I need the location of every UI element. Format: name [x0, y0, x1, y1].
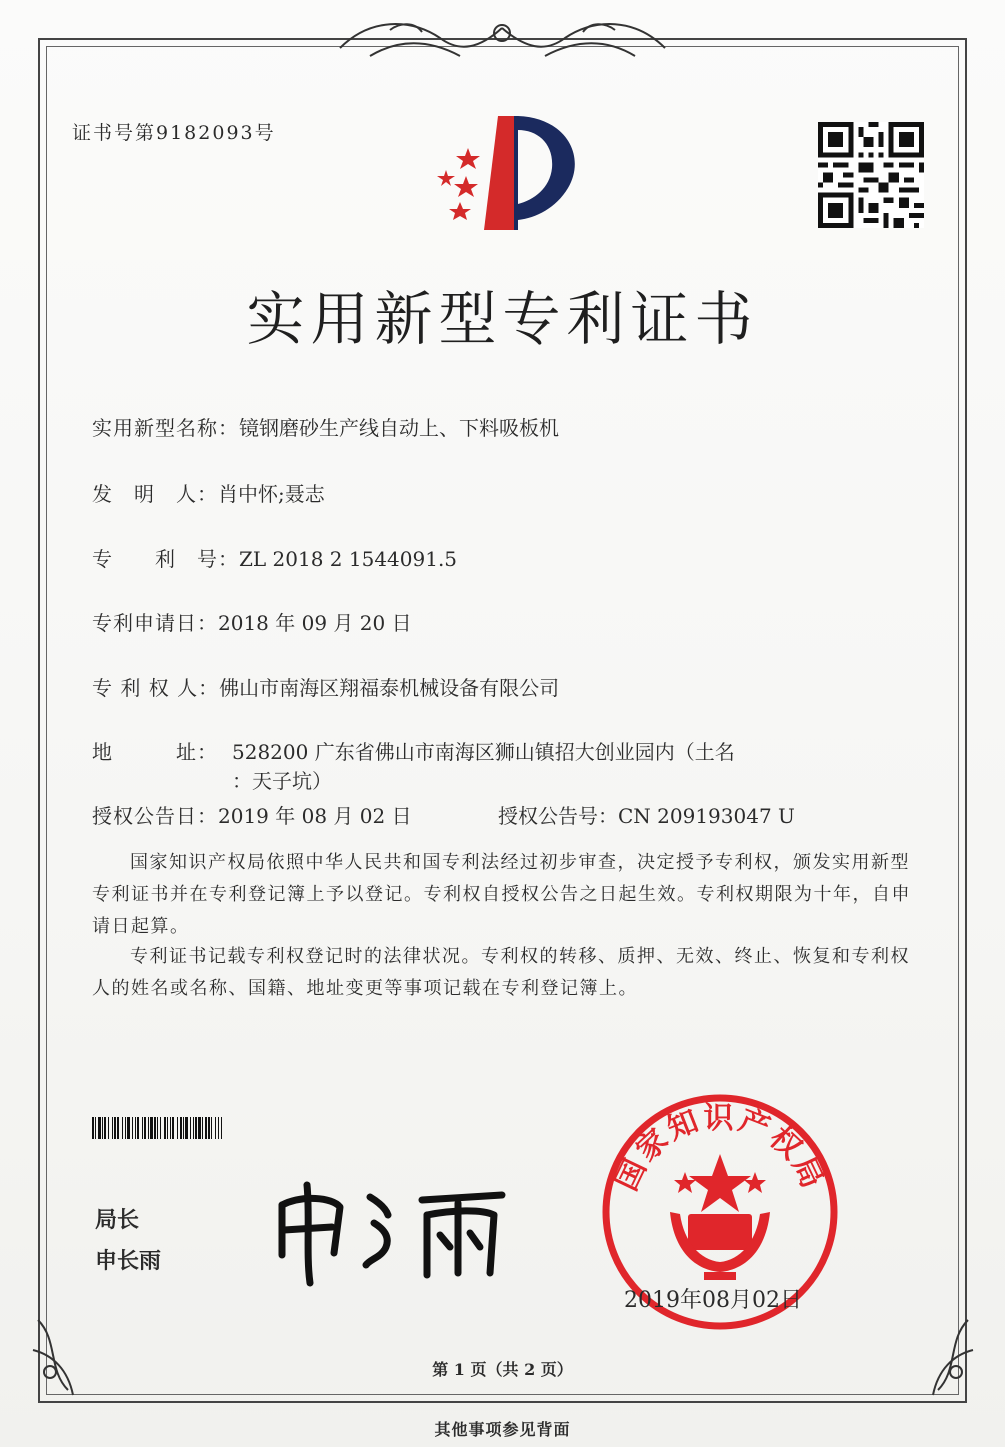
field-label: 专利申请日： — [92, 611, 218, 635]
certificate-number: 证书号第9182093号 — [72, 122, 276, 144]
field-value: 佛山市南海区翔福泰机械设备有限公司 — [219, 676, 560, 700]
seal-text: 国家知识产权局 — [609, 1100, 831, 1197]
statement-paragraph-2: 专利证书记载专利权登记时的法律状况。专利权的转移、质押、无效、终止、恢复和专利权人的姓名或名称、国籍、地址变更等事项记载在专利登记簿上。 — [92, 946, 910, 999]
cnipa-logo-icon — [418, 108, 588, 238]
field-inventor — [92, 478, 325, 507]
field-utility-model-name — [92, 412, 559, 441]
field-patent-number — [92, 543, 457, 572]
seal-date: 2019年08月02日 — [624, 1288, 802, 1313]
director-title: 局长 — [95, 1208, 140, 1233]
field-address — [92, 736, 735, 765]
field-value: 2018 年 09 月 20 日 — [218, 611, 412, 635]
field-value: CN 209193047 U — [618, 804, 795, 828]
corner-ornament-bottom-right — [888, 1310, 978, 1400]
field-grant-publication-number — [498, 800, 795, 829]
field-value: 2019 年 08 月 02 日 — [218, 804, 412, 828]
field-label: 授权公告日： — [92, 804, 218, 828]
barcode — [92, 1117, 370, 1139]
field-label: 专 利 号： — [92, 547, 239, 571]
field-grant-publication-date — [92, 800, 412, 829]
field-label: 专 利 权 人： — [92, 676, 220, 700]
top-ornament — [330, 8, 675, 68]
field-value: 镜钢磨砂生产线自动上、下料吸板机 — [239, 416, 559, 440]
field-label: 地 址： — [92, 740, 218, 764]
field-label: 授权公告号： — [498, 804, 618, 828]
director-name: 申长雨 — [95, 1249, 162, 1274]
field-label: 实用新型名称： — [92, 416, 239, 440]
field-address-continued: ：天子坑） — [232, 769, 332, 793]
field-label: 发 明 人： — [92, 482, 218, 506]
certificate-title: 实用新型专利证书 — [246, 285, 759, 353]
field-value: 肖中怀;聂志 — [218, 482, 325, 506]
field-value: 528200 广东省佛山市南海区狮山镇招大创业园内（土名 — [232, 740, 735, 764]
director-signature — [262, 1175, 512, 1290]
statement-paragraph-1: 国家知识产权局依照中华人民共和国专利法经过初步审查，决定授予专利权，颁发实用新型专利证书并在专利登记簿上予以登记。专利权自授权公告之日起生效。专利权期限为十年，自申请日起算。 — [92, 852, 911, 937]
field-application-date — [92, 607, 412, 636]
page-number: 第 1 页（共 2 页） — [432, 1360, 573, 1379]
footer-note: 其他事项参见背面 — [434, 1420, 571, 1439]
qr-code — [818, 122, 924, 228]
corner-ornament-bottom-left — [28, 1310, 118, 1400]
field-value: ZL 2018 2 1544091.5 — [239, 547, 458, 571]
field-patentee — [92, 672, 559, 701]
